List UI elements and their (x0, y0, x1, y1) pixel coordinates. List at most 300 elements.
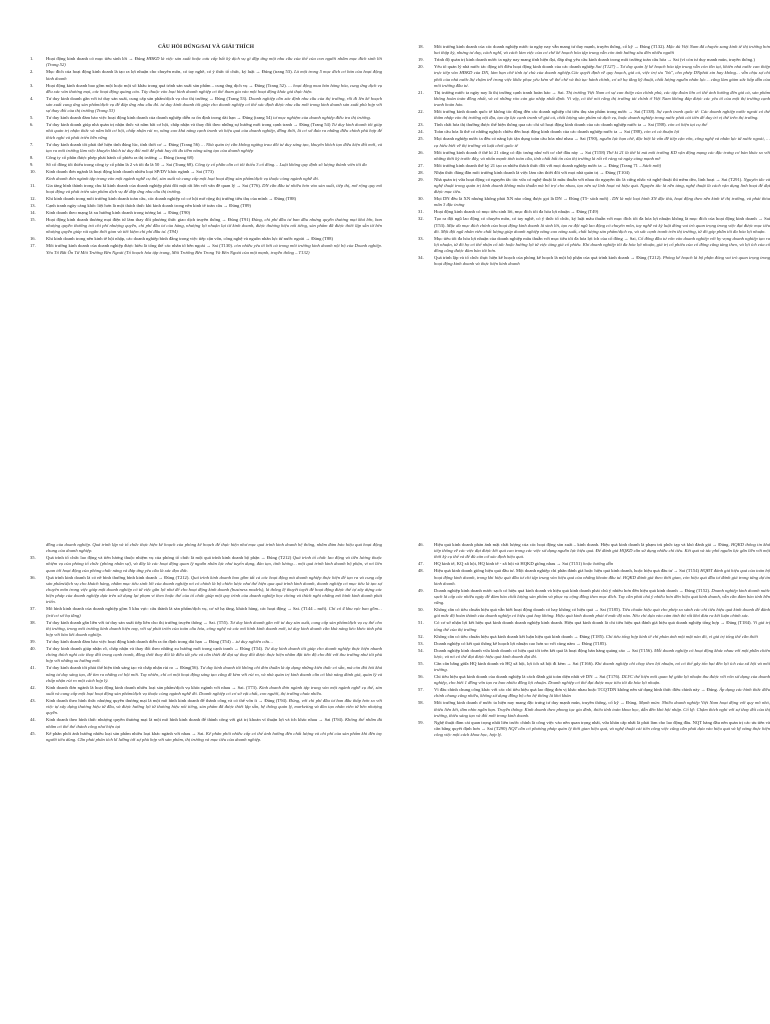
question-number: 6. (30, 122, 34, 128)
question-item (418, 607, 770, 619)
question-body (434, 129, 770, 135)
answer-explanation: Đúng, chi phí đầu tư ban đầu nhưng quyền thương mại khá lớn, ban nhượng quyền thường trả chi phí nhượng quyền, chi phí đầu tư của hàng, nhượng lợi nhuận lại từ kinh doanh, được thương hiệu nổi tiếng, sản phẩm đã được thiết lập sẵn từ bên nhượng quyền giúp rút ngắn thời gian và tiết kiệm chi phí đầu tư. (T94) (46, 217, 382, 235)
question-item (418, 150, 770, 162)
answer-verdict: Sai (T176). (599, 674, 621, 680)
answer-verdict: Đúng (T54) (208, 639, 231, 645)
answer-explanation: Là một trong 5 mục đích cơ bản của hoạt động kinh doanh (46, 69, 382, 81)
question-number: 40. (30, 646, 36, 652)
question-item (418, 64, 770, 89)
question-number: 44. (30, 717, 36, 723)
question-number: 37. (30, 606, 36, 612)
question-body (46, 665, 382, 684)
answer-verdict: Sai (T151) (562, 561, 583, 567)
question-number: 7. (30, 141, 34, 147)
arrow-icon: → (207, 95, 215, 101)
arrow-icon: → (672, 568, 680, 574)
page-1-left-column (30, 44, 382, 257)
question-body (46, 83, 382, 95)
page-2-left-column (30, 542, 382, 744)
arrow-icon: → (190, 730, 198, 736)
answer-verdict: Sai, (629, 235, 637, 241)
question-number: 41. (30, 665, 36, 671)
question-body (46, 162, 382, 168)
answer-explanation: – Sách mới) (639, 162, 662, 168)
question-number: 30. (418, 196, 424, 202)
answer-verdict: Sai (T88). (648, 122, 667, 128)
arrow-icon: → (574, 640, 582, 646)
answer-explanation: HQKD thông tin khá tiếp thông về các việc đạt được kết quả cao trong các việc sử dụng nguồn lực hiệu quả. Để đánh giá HQKD cần sử dụng nhiều chỉ tiêu. Kết quả và tác phổ nguồn lực gắn liền với một thời kỳ cụ thể và để đủ căn cứ xác định hiệu quả. (434, 542, 770, 560)
question-number: 21. (418, 89, 424, 95)
question-body (46, 620, 382, 639)
question-text: Công ty cổ phần được phép phát hành cổ phiếu ra thị trường (46, 154, 157, 160)
arrow-icon: → (593, 607, 600, 613)
question-body (434, 720, 770, 739)
answer-explanation: Tư duy kinh doanh tốt giúp cho doanh nghiệp thực hiện nhanh chóng thích nghi các thay đổi trong cạnh tranh, đồng thời thay đổi là điều tất yếu và cần thiết để đạt sự thay đổi được thực hiện nhằm đặt tiến độ cho đối với thu trường như tốt phù hợp với những xu hướng mới. (46, 646, 383, 664)
answer-explanation: Thế kỉ 21 là thế kỉ mà môi trường KD vận động mạng các đặc trưng cơ bản khác so với những thời kỳ trước đây, và nhấn mạnh tính toàn cầu, tính chất bất ổn của thị trường là rất rõ ràng và ngày càng mạnh mẽ (434, 149, 770, 161)
arrow-icon: → (173, 665, 181, 671)
question-body (434, 90, 770, 109)
arrow-icon: → (624, 647, 632, 653)
question-item (30, 183, 382, 195)
question-number: 11. (30, 182, 36, 188)
answer-explanation: Cổ đông đầu tư vốn vào doanh nghiệp với hy vọng doanh nghiệp tạo ra lợi nhuận, từ đó họ có thể nhận cổ tức hoặc hưởng lợi từ việc tăng giá cổ phiếu. Khi doanh nghiệp tối đa hóa lợi nhuận, giá trị cổ phiếu của cổ đông cũng tăng theo, và lợi ích của cổ đông cũng được đảm bảo tốt hơn. (434, 235, 770, 254)
question-number: 45. (30, 730, 36, 736)
answer-explanation: còn có hiện tại cụ thể (667, 122, 708, 128)
answer-verdict: Sai. (T73). (237, 684, 258, 690)
arrow-icon: → (641, 122, 649, 128)
answer-verdict: Sai (T53). (434, 216, 770, 228)
answer-explanation: Quá trình tổ chức lao động và tiền lương thuộc nhiệm vụ của phòng tổ chức (phòng nhân sự), và đây là các hoạt động quan lý nguồn nhân lực như tuyển dụng, đào tạo, tính lương… một quá trình kinh doanh bộ phận, vì nó liên quan tới hoạt động của phòng chức năng và đáp ứng yêu cầu là xác đạo đức. (46, 555, 383, 573)
answer-verdict: Đúng (T5- sách mới) . (569, 196, 611, 202)
question-body (434, 177, 770, 196)
question-text: Hoạt động kinh doanh có mục tiêu sinh lời, mục đích tối đa hóa lợi nhuận (434, 209, 570, 215)
question-body (434, 568, 770, 587)
answer-verdict: Đúng (T184). (726, 620, 752, 626)
page-1-right-column (418, 44, 770, 268)
question-item (418, 122, 770, 128)
question-item (30, 236, 382, 242)
arrow-icon: → (159, 161, 167, 167)
question-number: 49. (418, 587, 424, 593)
answer-explanation: Đúng, với chi phí đầu tư ban đầu thấp hơn so với việc tự xây dựng thương hiệu từ đầu, và được hưởng lợi từ thương hiệu nổi tiếng, sản phẩm đã được thiết lập sẵn, hệ thống quản lý, marketing và đào tạo nhân viên từ bên nhượng quyền. (46, 698, 382, 716)
arrow-icon: → (756, 216, 765, 222)
question-text: Yếu tố quản lý nhà nước tác động tới điều hoạt động kinh doanh của các doanh nghiệp (434, 64, 595, 70)
answer-verdict: Sai (T290) (487, 726, 507, 732)
question-number: 32. (418, 216, 424, 222)
question-item (30, 217, 382, 236)
question-body (46, 183, 382, 195)
arrow-icon: → (714, 176, 722, 182)
question-body (46, 243, 382, 255)
question-list-p2-left (30, 555, 382, 743)
question-body (434, 620, 770, 632)
question-number: 27. (418, 162, 424, 168)
question-number: 55. (418, 660, 424, 666)
answer-verdict: Đúng (Trang 54) (299, 122, 331, 128)
answer-verdict: Đúng. (718, 542, 730, 547)
answer-verdict: Đúng (Trang 52). (254, 82, 287, 88)
question-text: Kinh doanh đơn ngành là hoạt động kinh doanh nhiều loại SP/DV khác ngành (46, 168, 190, 174)
arrow-icon: → (259, 555, 267, 561)
question-body (434, 122, 770, 128)
arrow-icon: → (201, 639, 209, 645)
arrow-icon: → (285, 606, 293, 612)
question-item (418, 674, 770, 686)
question-number: 29. (418, 176, 424, 182)
page-2-right-column (418, 542, 770, 739)
answer-explanation: Mỗi doanh nghiệp có hoạt động khác nhau với một phần chiến lược, và nó có thể đạt được hiệu quả kinh doanh đạt đó. (434, 647, 770, 659)
arrow-icon: → (304, 236, 312, 242)
question-text: Không cần có tiêu chuẩn hiệu quả vẫn biết hoạt động doanh có hay không có hiệu quả (434, 607, 593, 613)
question-number: 56. (418, 674, 424, 680)
answer-explanation: Tư duy kinh doanh tốt không chỉ đơn thuần là áp dụng những kiến thức có sẵn, mà còn đòi hỏi khả năng tư duy sáng tạo, để tìm ra những cơ hội mới. Tuy nhiên, chỉ có một hoạt động sáng tạo cũng đi kèm với rủi ro, và nhà quản trị kinh doanh cần có khả năng đánh giá, quản lý và chấp nhận rủi ro một cách hợp lý. (46, 665, 383, 683)
answer-verdict: Sai (vì còn tư duy manh mún, truyền thống.) (673, 57, 755, 63)
answer-verdict: Đúng (T94). (264, 698, 288, 704)
question-item (418, 561, 770, 567)
answer-verdict: Sai (T185). (599, 607, 621, 613)
question-text: Nhà quản trị vừa hoạt động có nguyên tắc tác vừa có nghệ thuật là mâu thuẫn với nhau do nguyên tắc là cứng nhắc và nghệ thuật thì mềm dẻo, linh hoạt (434, 176, 715, 182)
question-text: Môi trường kinh doanh quốc tế không tác động đến các doanh nghiệp chỉ tiêu thụ sản phẩm trong nước (434, 109, 628, 115)
question-text: Hoạt động kinh doanh thương mại điện tử làm thay đổi phương thức giao dịch truyền thống (46, 217, 221, 223)
question-number: 10. (30, 168, 36, 174)
question-text: Môi trường kinh doanh ở nước ta hiện nay mang đặc trưng tư duy mạnh mún, truyền thống, cổ kỹ (434, 700, 619, 706)
question-number: 50. (418, 607, 424, 613)
question-body (46, 217, 382, 236)
question-item (418, 109, 770, 121)
answer-verdict: Sai. (T144 – mới). (293, 606, 328, 612)
question-number: 23. (418, 122, 424, 128)
answer-verdict: Đúng (T212). (636, 255, 662, 261)
question-body (46, 203, 382, 209)
question-item (30, 731, 382, 743)
page-2 (0, 512, 768, 1024)
question-text: Tư duy kinh doanh gắn với tư duy sản xuất, cung cấp sản phẩm/dịch vụ cho thị trường (46, 95, 208, 101)
question-item (418, 236, 770, 255)
question-number: 36. (30, 574, 36, 580)
question-text: Doanh nghiệp kinh doanh nước sạch có hiệu quả kinh doanh và hiệu quả kinh doanh phải chú ý nhiều hơn đến hiệu quả kinh doanh (434, 587, 678, 593)
question-item (30, 122, 382, 141)
answer-verdict: Đúng (134, 56, 145, 62)
question-body (434, 607, 770, 619)
question-text: Kinh doanh theo hình thức nhượng quyền thương mại là một mô hình kinh doanh để thành công với giá trị khoản ví thuận lợi và ích khác nhau (46, 717, 318, 723)
arrow-icon: → (565, 660, 573, 666)
question-item (30, 620, 382, 639)
question-number: 47. (418, 561, 424, 567)
question-number: 43. (30, 698, 36, 704)
question-item (30, 685, 382, 697)
answer-verdict: Đúng (trang 54) (242, 115, 273, 121)
answer-explanation: DN cần đầu tư nhiều hơn vào sản xuất, tiếp thị, mở rộng quy mô hoạt động và phát triển sản phẩm dịch vụ để đáp ứng nhu cầu thị trường. (46, 182, 382, 195)
question-text: Môi trường kinh doanh của doanh nghiệp được hiểu là tổng thể các nhân tố bên ngoài (46, 243, 205, 249)
answer-verdict: Sai (T158) (585, 149, 606, 155)
question-number: 8. (30, 154, 34, 160)
answer-explanation: … hoạt động mua bán hàng hóa, cung ứng dịch vụ đều xác văn thương mại, các hoạt động quảng cáo. Tùy thuộc vào loại hình doanh nghiệp có thể tham gia vào một hoạt động khác giá thực hiện. (46, 82, 382, 94)
answer-verdict: Đúng (T89) (229, 203, 251, 209)
question-text: Môi trường kinh doanh thế kỷ 21 tạo ra nhiều thách thức đối với mọi doanh nghiệp nước ta (434, 162, 602, 168)
question-text: Hiệu quả kinh doanh phản ánh mặt chất lượng của các hoạt động sản xuất – kinh doanh. Hiệu quả kinh doanh là phạm trù phức tạp và khó đánh giá (434, 542, 711, 547)
arrow-icon: → (201, 619, 209, 625)
question-text: Cần cân bằng giữa HQ kinh doanh và HQ xã hội, lợi ích xã hội đi kèm (434, 660, 566, 666)
arrow-icon: → (627, 109, 635, 115)
question-body (46, 555, 382, 574)
question-number: 31. (418, 209, 424, 215)
answer-explanation: Kế phân phối nhiều cấp có thể ảnh hưởng đến chất lượng và chi phí của sản phẩm khi đến tay người tiêu dùng. Cần phải phân tích kĩ lưỡng tới sự phù hợp với sản phẩm, thị trường và mục tiêu của doanh nghiệp. (46, 730, 382, 742)
question-list-p2-right (418, 542, 770, 738)
arrow-icon: → (699, 687, 707, 693)
question-body (434, 561, 770, 567)
question-item (30, 169, 382, 175)
question-text: Tư duy kinh doanh giúp nhà quản trị nhận thức và nắm bắt cơ hội, chấp nhận và thay đổi theo những sự hướng mới trong cạnh tranh (46, 122, 293, 128)
question-item (30, 639, 382, 645)
question-body (46, 96, 382, 115)
arrow-icon: → (161, 210, 169, 216)
question-item (418, 255, 770, 267)
arrow-icon: → (235, 182, 243, 188)
question-number: 1. (30, 56, 34, 62)
answer-explanation: hoặc hướng dẫn (583, 561, 614, 567)
arrow-icon: → (598, 169, 606, 175)
question-text: Toàn cầu hóa là thế có những nghịch chiều đến hoạt động kinh doanh của các doanh nghiệp nước ta (434, 129, 618, 135)
question-body (434, 44, 770, 56)
question-body (434, 209, 770, 215)
arrow-icon: → (220, 217, 228, 223)
question-item (418, 568, 770, 587)
question-body (434, 588, 770, 607)
question-text: Doanh nghiệp kinh doanh vừa kinh doanh có hiệu quả tốt trên kết quả là hoạt động bán hàng quảng cáo (434, 647, 625, 653)
question-item (418, 163, 770, 169)
page-2-sheet (0, 512, 768, 1024)
page-1 (0, 0, 768, 512)
question-list-p1-right (418, 44, 770, 268)
question-text: Quá trình lập và tổ chức thực hiện kế hoạch của phòng kế hoạch là một bộ phận của quá trình kinh doanh (434, 255, 630, 261)
question-number: 26. (418, 149, 424, 155)
question-text: Mọi DN đều là XN nhưng không phải XN nào cũng được gọi là DN (434, 196, 562, 202)
arrow-icon: → (317, 717, 325, 723)
answer-explanation: Khi doanh nghiệp chỉ chạy theo lợi nhuận, nó có thể gây tổn hại đến lợi ích của xã hội và môi trường. (434, 660, 770, 673)
answer-verdict: Sai (T154) (679, 568, 700, 574)
answer-explanation: … Nhà quản trị cần không ngừng trau dồi tư duy sáng tạo, khuyến khích tạo điều kiện đổi mới, và tạo ra môi trường làm việc khuyến khích tư duy đổi mới để phát huy tối đa tiềm năng sáng tạo của doanh nghiệp (46, 141, 383, 153)
answer-verdict: Đúng (T90) (168, 210, 191, 216)
question-body (434, 136, 770, 148)
question-item (418, 196, 770, 208)
question-body (434, 648, 770, 660)
arrow-icon: → (601, 162, 609, 168)
question-text: Kinh doanh theo hình thức nhượng quyền thương mại là một mô hình kinh doanh để thành công và có thể vốn ít (46, 698, 257, 704)
answer-explanation: Chỉ có 4 khu vực bao gồm… (trừ cơ sở hạ tầng) (46, 606, 382, 618)
arrow-icon: → (572, 633, 580, 639)
answer-verdict: Đúng (T132). (639, 44, 666, 49)
question-text: Tư duy kinh doanh đảm bảo việc hoạt động kinh doanh diễn ra ổn định trong dài hạn (46, 639, 202, 645)
question-item (30, 142, 382, 154)
arrow-icon: → (629, 255, 637, 261)
question-number: 14. (30, 210, 36, 216)
question-body (46, 685, 382, 697)
question-text: Kinh doanh đơn ngành là hoạt động kinh doanh nhiều loại sản phẩm/dịch vụ khác ngành với nhau (46, 684, 231, 690)
question-item (418, 661, 770, 673)
question-number: 28. (418, 169, 424, 175)
question-body (46, 69, 382, 81)
answer-verdict: Sai (T291). (721, 176, 743, 182)
answer-verdict: Sai (T90), (579, 136, 599, 142)
question-item (418, 648, 770, 660)
answer-explanation: DN là một loại hình XN đặc thù, hoạt động theo nền kinh tế thị trường, và phải thỏa mãn 3 đặc trưng (434, 196, 770, 208)
question-text: Thị trường nước ta ngày nay là thị trường cạnh tranh hoàn hảo (434, 89, 551, 95)
arrow-icon: → (247, 82, 255, 88)
question-body (46, 717, 382, 729)
question-number: 17. (30, 243, 36, 249)
question-body (46, 639, 382, 645)
question-text: Hoạt động kinh doanh có mục tiêu sinh lời (46, 56, 128, 62)
answer-verdict: Đúng (T104) (605, 169, 630, 175)
answer-verdict: Đúng (T91) (227, 217, 251, 223)
answer-verdict: Sai (T76). (242, 182, 261, 188)
answer-explanation: Tư duy kinh doanh tốt giúp nhà quản trị nhận thức và nắm bắt cơ hội, chấp nhận rủi ro, nâng cao khả năng cạnh tranh và hiệu quả của doanh nghiệp, đồng thời, là cơ sở đưa ra những điều chỉnh phù hợp để thích nghi và phát triển bền vững (46, 122, 383, 140)
question-item (418, 641, 770, 647)
question-item (30, 162, 382, 168)
answer-verdict: Đúng (T88) (311, 236, 334, 242)
question-text: Kế phân phối ảnh hưởng nhiều loại sản phẩm nhiều loại khác ngành với nhau (46, 730, 191, 736)
question-text: Khi kinh doanh trong nền kinh tế hội nhập, các doanh nghiệp bình đẳng trong việc tiếp cận vốn, công nghệ và nguồn nhân lực từ nước ngoài (46, 236, 305, 242)
question-number: 58. (418, 700, 424, 706)
question-text: Kinh doanh theo mạng là xu hướng kinh doanh trong tương lai (46, 210, 162, 216)
question-number: 5. (30, 115, 34, 121)
question-text: Tư duy kinh doanh tốt phải thể hiện tính đúng lúc, tính thời cơ (46, 141, 162, 147)
arrow-icon: → (572, 136, 580, 142)
answer-explanation: Chỉ tiêu tổng hợp kinh tế chỉ phản ánh một mặt nào đó, vì giá trị tổng thể cần thiết (605, 633, 758, 639)
answer-explanation: Vì giá trị tổng thể của thị trường (434, 620, 770, 632)
arrow-icon: → (555, 561, 563, 567)
arrow-icon: → (235, 115, 243, 121)
arrow-icon: → (230, 684, 238, 690)
question-text: Tạo ra đội ngũ lao động có chuyên môn, có tay nghề, có ý thức tổ chức, kỷ luật mâu thuẫn với mục đích tối đa hóa lợi nhuận không là mục đích của hoạt động kinh doanh (434, 216, 757, 222)
answer-verdict: Đúng(56). (180, 665, 200, 671)
question-number: 46. (418, 542, 424, 547)
answer-explanation: Thị trường Việt Nam có sự can thiệp của chính phủ, các tập đoàn lớn có thể ảnh hưởng đến giá cả, sản phẩm không hoàn toàn đồng nhất, và có những rào cản gia nhập nhất định. Vì vậy, có thể nói rằng thị trường tài chính ở Việt Nam không đáp được các yêu tố của một thị trường cạnh tranh hoàn hảo. (434, 89, 770, 108)
question-item (30, 646, 382, 665)
question-body (434, 170, 770, 176)
arrow-icon: → (561, 196, 569, 202)
answer-verdict: Đúng (Trang 71 (608, 162, 638, 168)
answer-explanation: DLVC thể hiện mối quan hệ giữa lợi nhuận thu được với vốn sử dụng của doanh nghiệp, cho biết 1 đồng vốn tạo ra bao nhiêu đồng lợi nhuận. Doanh nghiệp có thể đạt được mục tiêu tối đa hóa lợi nhuận. (434, 674, 770, 686)
question-text: Mục tiêu tối đa hóa lợi nhuận của doanh nghiệp mâu thuẫn với mục tiêu tối đa hóa lợi ích của cổ đông (434, 235, 623, 241)
question-number: 53. (418, 640, 424, 646)
answer-explanation: Công ty cổ phần cần có tối thiểu 3 cổ đông… Luật không quy định số lượng thành viên tối đa (195, 161, 367, 167)
question-number: 33. (418, 235, 424, 241)
question-body (434, 216, 770, 235)
question-number: 4. (30, 95, 34, 101)
question-item (30, 196, 382, 202)
answer-verdict: Đúng. (706, 687, 718, 693)
answer-verdict: Đúng (trang 53). (261, 69, 293, 75)
question-body (46, 115, 382, 121)
question-number: 24. (418, 129, 424, 135)
answer-verdict: Đúng (T54). (240, 646, 264, 652)
question-body (46, 575, 382, 606)
answer-verdict: Đúng (T49) (576, 209, 599, 215)
question-item (418, 136, 770, 148)
question-number: 12. (30, 196, 36, 202)
question-text: Mọi doanh nghiệp nước ta đều có năng lực tận dụng toàn cầu hóa như nhau (434, 136, 573, 142)
answer-explanation: Tiêu chuẩn hiệu quả cho phép so sánh các chỉ tiêu hiệu quả kinh doanh để đánh giá mức độ hoàn thành của doanh nghiệp có hiệu quả hay không. Hiệu quả kinh doanh phải ở mức độ nào. Nếu chỉ dựa vào cảm tính thì rất khó đưa ra kết luận chính xác. (434, 607, 770, 619)
question-item (30, 210, 382, 216)
question-text: Có cơ sở nhận lợi kết hiệu quả kinh doanh doanh nghiệp kinh doanh. Hiệu quả kinh doanh là chi tiêu hiệu quả đánh giá hiệu quả doanh nghiệp tổng hợp (434, 620, 719, 626)
question-text: Tư duy kinh doanh tốt phải thể hiện tính sáng tạo và chấp nhận rủi ro (46, 665, 174, 671)
answer-explanation: NQT cần có phương pháp quản lý thời gian hiệu quả, và nghệ thuật cải tiến công việc cũng cần phải dựa vào hiệu quả và kỹ năng thực hiện công việc một cách khoa học, hợp lý. (434, 726, 770, 738)
question-number: 42. (30, 684, 36, 690)
answer-verdict: Đúng (T152). (684, 587, 711, 593)
arrow-icon: → (161, 141, 169, 147)
arrow-icon: → (156, 154, 164, 160)
question-text: Hiệu quả kinh doanh giống hiệu quả đầu tư. Một doanh nghiệp chỉ phân đánh giá hoặc hiệu quả kinh doanh, hoặc hiệu quả đầu tư (434, 568, 673, 574)
question-text: HQ kinh tế, KQ xã hội, HQ kinh tế - xã hội và HQKD giống nhau (434, 561, 556, 567)
question-item (30, 555, 382, 574)
arrow-icon: → (232, 646, 241, 652)
answer-verdict: Đúng (Trang 56) (168, 141, 200, 147)
question-body (46, 122, 382, 141)
answer-verdict: Đúng (Trang 53). (214, 95, 248, 101)
question-text: Gia tăng hình thành trong chu kì kinh doanh của doanh nghiệp phải đối mặt rất lớn với vấn đề quan lý (46, 182, 236, 188)
answer-explanation: …tư duy nghiên cứu… (231, 639, 274, 645)
arrow-icon: → (127, 56, 135, 62)
question-text: Không cần có tiêu chuẩn hiệu quả kinh doanh kết luận hiệu quả kinh doanh (434, 633, 573, 639)
question-text: Nhận thức đúng đắn môi trường kinh doanh là việc làm cần thiết đối với mọi nhà quản trị (434, 169, 599, 175)
arrow-icon: → (677, 587, 685, 593)
answer-verdict: Sai (T88), (624, 129, 643, 135)
question-body (434, 196, 770, 208)
question-body (434, 700, 770, 719)
arrow-icon: → (254, 69, 262, 75)
answer-explanation: Doanh nghiệp cần xác định nhu cầu của thị trường, rồi đi lên kế hoạch sản xuất cung ứng sản phẩm/dịch vụ để đáp ứng nhu cầu đó. tư duy kinh doanh tốt giúp cho doanh nghiệp có thể xác định được nhu cầu mới trong kinh doanh sản xuất phù hợp với sự thay đổi của thị trường (Trang 53) (46, 95, 383, 114)
arrow-icon: → (578, 149, 586, 155)
question-text: Tính chất hóa thị thường được thể hiện thông qua các chỉ số hoạt động kinh doanh của các doanh nghiệp nước ta (434, 122, 642, 128)
answer-explanation: tư mục nghiệm của doanh nghiệp điều tra thị trường. (273, 115, 371, 121)
answer-verdict: Sai (T73) (196, 168, 214, 174)
answer-explanation: Mạnh mún: Nhiều doanh nghiệp Việt Nam hoạt động với quy mô nhỏ, thiếu liên kết, tầm nhìn ngắn hạn. Truyền thống: Kinh doanh theo phong tục gia đình, thiếu tính toán khoa học, dẫn đến khó hội nhập. Cổ kỹ: Chậm thích nghi với sự thay đổi của thị trường, thiếu sáng tạo và đổi mới trong kinh doanh. (434, 700, 770, 718)
question-item (418, 44, 770, 56)
answer-verdict: Sai (Trang 68). (166, 161, 194, 167)
arrow-icon: → (256, 698, 265, 704)
question-text: Khi kinh doanh trong môi trường kinh doanh toàn cầu, các doanh nghiệp có cơ hội mở rộng thị trường tiêu thụ của mình (46, 196, 268, 202)
arrow-icon: → (622, 235, 630, 241)
question-number: 2. (30, 69, 34, 75)
arrow-icon: → (267, 196, 275, 202)
question-number: 34. (418, 255, 424, 261)
answer-verdict: Đúng (T88) (274, 196, 297, 202)
question-item (418, 216, 770, 235)
carryover-paragraph: đồng của doanh nghiệp. Quá trình lập và tổ chức thực hiện kế hoạch của phòng kế hoạch để thực hiện như mục quá trình kinh doanh hệ thống, nhằm đảm bảo hiệu quả hoạt động chung của doanh nghiệp. (46, 542, 382, 554)
question-body (46, 155, 382, 161)
question-body (434, 57, 770, 63)
arrow-icon: → (189, 168, 197, 174)
question-item (418, 170, 770, 176)
page-1-sheet (0, 0, 768, 512)
question-item (418, 700, 770, 719)
question-item (30, 83, 382, 95)
arrow-icon: → (156, 574, 165, 580)
question-item (418, 588, 770, 607)
answer-explanation: Không thể nhằm đủ nhằm có thể thể thành công như hiện tại (46, 717, 382, 729)
question-item (30, 56, 382, 68)
question-body (46, 196, 382, 202)
question-item (418, 542, 770, 561)
question-text: Doanh nghiệp có kết quả thông kế hoạch lợi nhuận cao hơn so với cùng năm (434, 640, 575, 646)
question-body (434, 163, 770, 169)
question-text: Quá trình kinh doanh là có nề bình thường bình kinh doanh (46, 574, 157, 580)
arrow-icon: → (292, 122, 300, 128)
question-number: 52. (418, 633, 424, 639)
arrow-icon: → (205, 243, 213, 249)
question-number: 39. (30, 639, 36, 645)
